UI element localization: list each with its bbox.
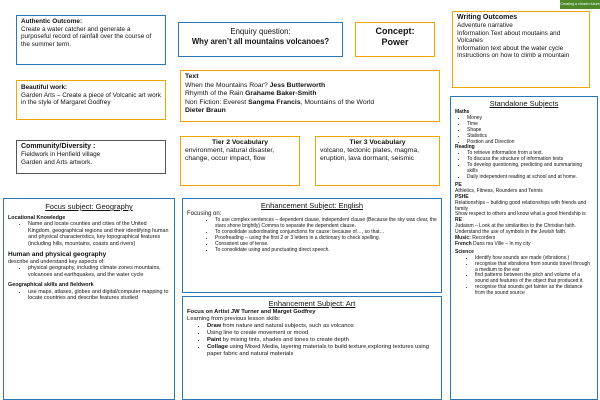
list-item: • Collage using Mixed Media, layering materials to build texture,exploring textures using paper fabric and natural materials: [207, 344, 437, 358]
list-item: • use maps, atlases, globes and digital/computer mapping to locate countries and describe features studied: [28, 289, 170, 302]
writing-outcomes-box: [452, 11, 590, 88]
school-logo: [560, 0, 600, 9]
list-item: • Draw from nature and natural subjects, such as volcanos: [207, 323, 437, 330]
book-title: When the Mountains Roar?: [185, 81, 268, 89]
english-intro: Focusing on:: [187, 211, 222, 217]
beautiful-work-text: Garden Arts – Create a piece of Volcanic art work in the style of Margaret Godfrey: [21, 91, 161, 107]
text-line-3: [185, 99, 435, 108]
list-item: • Shape: [467, 128, 593, 134]
pshe-title: PSHE: [455, 193, 469, 200]
community-line: Garden and Arts artwork.: [21, 158, 93, 166]
list-item: • To discuss the structure of information texts: [467, 157, 593, 163]
writing-outcomes-title: Writing Outcomes: [457, 14, 518, 21]
list-item: • To consolidate subordinating conjunctions for cause: because of…, so that…: [215, 230, 437, 236]
enquiry-box: [178, 22, 343, 57]
list-item: • Daily independent reading at school and at home.: [467, 175, 593, 181]
list-item: • recognise that sounds get fainter as the distance from the sound source: [475, 285, 593, 297]
book-author: Sangma Francis: [248, 98, 301, 106]
book-title: , Mountains of the World: [300, 98, 375, 106]
pe-title: PE: [455, 181, 462, 188]
list-item: • Using line to create movement or mood: [207, 330, 437, 337]
maths-title: Maths: [455, 109, 470, 115]
science-title: Science: [455, 248, 474, 255]
list-item: • To retrieve information from a text.: [467, 151, 593, 157]
writing-item: Information Text about moutains and Volcanes: [457, 29, 561, 45]
tier2-vocabulary-box: [180, 136, 300, 186]
book-author: Grahame Baker-Smith: [245, 90, 317, 97]
writing-item: Instructions on how to climb a mountain: [457, 52, 570, 60]
re-text-2: Understand the use of symbols in the Jewish faith.: [455, 229, 567, 236]
tier3-title: Tier 3 Vocabulary: [349, 139, 406, 146]
music-line: Music: Recorders: [455, 235, 496, 242]
concept-value: Power: [381, 37, 409, 47]
list-item: • find patterns between the pitch and volume of a sound and features of the object that produced it.: [475, 273, 593, 285]
re-text: Judaism – Look at the similarities to the Christian faith.: [455, 223, 576, 230]
book-title: Rhymth of the Rain: [185, 90, 244, 97]
art-focus: Focus on Artist JW Turner and Marget Godfrey: [187, 309, 316, 315]
beautiful-work-box: [16, 80, 166, 120]
tier3-vocabulary-box: [315, 136, 440, 186]
pshe-text: Relationships – building good relationships with friends and family: [455, 199, 587, 212]
text-line-2: [185, 90, 435, 99]
art-intro: Learning from previous lesson skills:: [187, 316, 281, 322]
authentic-outcome-text: Create a water catcher and generate a purposeful record of rainfall over the course of the summer term.: [21, 25, 152, 48]
logo-text: Creating a chosen future: [560, 2, 600, 6]
geography-box: [3, 198, 175, 400]
art-title: Enhancement Subject: Art: [268, 299, 356, 308]
text-line-1: [185, 82, 435, 91]
pshe-text-2: Show respect to others and know what a good friendship is: [455, 211, 586, 218]
list-item: • Paint by mixing tints, shades and tones to create depth: [207, 337, 437, 344]
list-item: • To develop questioning, predicting and summarising skills: [467, 163, 593, 175]
list-item: • recognise that vibrations from sounds travel through a medium to the ear: [475, 262, 593, 274]
book-author: Jess Butterworth: [269, 81, 326, 89]
authentic-outcome-title: Authentic Outcome:: [21, 18, 83, 25]
list-item: • To use complex sentences – dependent clause, independent clause (Because the sky was clear, the stars shone brightly) Comma to separate the dependent clause.: [215, 218, 437, 230]
standalone-box: [450, 96, 598, 400]
list-item: • To consolidate using and punctuating direct speech.: [215, 248, 437, 254]
writing-item: Adventure narrative: [457, 22, 513, 29]
art-box: [182, 296, 442, 400]
tier3-text: volcano, tectonic plates, magma, eruption, lava dormant, seismic: [320, 147, 419, 162]
beautiful-work-title: Beautiful work:: [21, 84, 68, 91]
pe-text: Athletics, Fitness, Rounders and Tennis: [455, 187, 543, 194]
human-physical-intro: describe and understand key aspects of:: [8, 259, 105, 266]
french-line: French Dans ma Ville – In my city: [455, 240, 531, 247]
tier2-title: Tier 2 Vocabulary: [211, 139, 269, 146]
list-item: • physical geography, including climate zones mountains, volcanoes and earthquakes, and the water cycle: [28, 265, 170, 278]
list-item: • Time: [467, 122, 593, 128]
texts-box: [180, 70, 440, 122]
concept-box: [355, 22, 435, 57]
community-title: Community/Diversity :: [21, 143, 96, 150]
locational-title: Locational Knowledge: [8, 215, 66, 221]
english-box: [182, 198, 442, 293]
list-item: • Money: [467, 116, 593, 122]
fieldwork-title: Geographical skills and fieldwork: [8, 282, 94, 289]
list-item: • Name and locate counties and cities of the United Kingdom, geographical regions and their identifying human and physical characteristics, key topographical features (including hills, mountains, coasts and rivers): [28, 221, 170, 247]
community-box: [16, 140, 166, 174]
community-line: Fieldwork in Henfield village: [21, 151, 101, 158]
concept-title: Concept:: [375, 26, 415, 36]
standalone-title: Standalone Subjects: [489, 99, 559, 108]
list-item: • Statistics: [467, 134, 593, 140]
text-line-4: Dieter Braun: [185, 107, 226, 114]
list-item: • Identify how sounds are made (vibrations.): [475, 256, 593, 262]
book-title: Non Fiction: Everest: [185, 98, 247, 106]
texts-title: Text: [185, 73, 199, 80]
authentic-outcome-box: [16, 15, 166, 65]
enquiry-question: Why aren’t all mountains volcanoes?: [191, 37, 330, 46]
human-physical-title: Human and physical geography: [8, 251, 107, 259]
geography-title: Focus subject: Geography: [45, 202, 133, 211]
writing-item: Information text about the water cycle: [457, 44, 564, 52]
list-item: • Proofreading – using the first 2 or 3 letters in a dictionary to check spelling.: [215, 236, 437, 242]
reading-title: Reading: [455, 144, 475, 151]
tier2-text: environment, natural disaster, change, occur impact, flow: [185, 147, 275, 162]
english-title: Enhancement Subject: English: [260, 201, 364, 210]
list-item: • Postion and Direction: [467, 140, 593, 146]
enquiry-title: Enquiry question:: [230, 27, 291, 36]
re-title: RE: [455, 217, 462, 224]
list-item: • Consistent use of tense.: [215, 242, 437, 248]
